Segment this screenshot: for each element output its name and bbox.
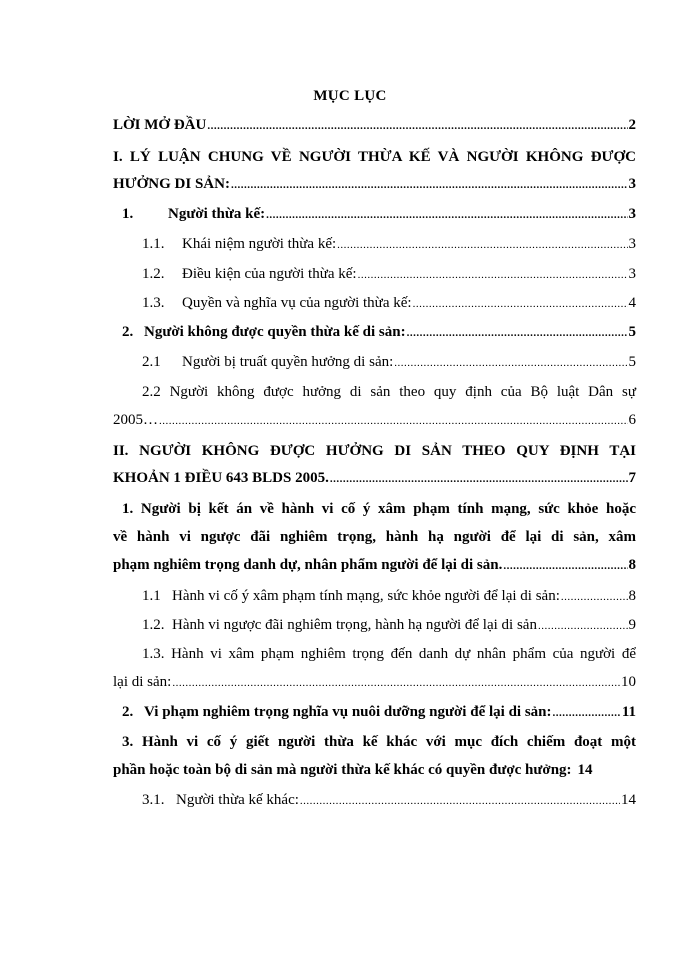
toc-entry-section-1-cont[interactable] xyxy=(113,176,636,196)
toc-entry-number: 1.1 xyxy=(142,588,161,604)
toc-entry-2[interactable] xyxy=(122,324,636,344)
toc-entry-text: II. NGƯỜI KHÔNG ĐƯỢC HƯỞNG DI SẢN THEO QUY ĐỊNH TẠI xyxy=(113,443,636,459)
dot-leader xyxy=(231,179,628,191)
toc-entry-text: 1.3. Hành vi xâm phạm nghiêm trọng đến danh dự nhân phẩm của người để xyxy=(142,646,636,662)
toc-entry-text: lại di sản: xyxy=(113,674,172,690)
toc-entry-text: phần hoặc toàn bộ di sản mà người thừa kế khác có quyền được hưởng: xyxy=(113,762,572,778)
toc-entry-ii-1-2[interactable] xyxy=(142,617,636,637)
toc-entry-2-1[interactable] xyxy=(142,354,636,374)
toc-entry-text: 2.2 Người không được hưởng di sản theo quy định của Bộ luật Dân sự xyxy=(142,384,636,400)
toc-entry-text: Hành vi cố ý xâm phạm tính mạng, sức khỏe người để lại di sản: xyxy=(172,588,560,604)
toc-page-number: 3 xyxy=(628,236,636,252)
toc-entry-ii-1-cont-2[interactable] xyxy=(113,557,636,577)
toc-page-number: 5 xyxy=(628,354,636,370)
toc-page-number: 2 xyxy=(628,117,636,133)
toc-entry-ii-1-3[interactable] xyxy=(142,646,636,663)
toc-entry-number: 1.3. xyxy=(142,295,165,311)
toc-entry-ii-1-1[interactable] xyxy=(142,588,636,608)
dot-leader xyxy=(407,327,628,339)
dot-leader xyxy=(337,239,627,251)
toc-entry-text: Điều kiện của người thừa kế: xyxy=(182,266,357,282)
toc-entry-text: LỜI MỞ ĐẦU xyxy=(113,117,207,133)
toc-entry-text: Người không được quyền thừa kế di sản: xyxy=(144,324,406,340)
toc-entry-text: Vi phạm nghiêm trọng nghĩa vụ nuôi dưỡng người để lại di sản: xyxy=(144,704,552,720)
toc-entry-ii-3-1[interactable] xyxy=(142,792,636,812)
dot-leader xyxy=(538,620,628,632)
toc-page-number: 11 xyxy=(621,704,636,720)
toc-page-number: 10 xyxy=(621,674,636,690)
toc-page-number: 8 xyxy=(628,557,636,573)
toc-entry-text: 1. Người bị kết án về hành vi cố ý xâm phạm tính mạng, sức khỏe hoặc xyxy=(122,501,636,517)
toc-page-number: 3 xyxy=(628,176,636,192)
toc-entry-number: 1.2. xyxy=(142,266,165,282)
dot-leader xyxy=(561,591,628,603)
toc-page-number: 3 xyxy=(628,206,636,222)
toc-page-number: 14 xyxy=(577,762,593,778)
toc-entry-ii-3[interactable] xyxy=(122,734,636,751)
toc-entry-ii-1-cont-1[interactable] xyxy=(113,529,636,546)
toc-entry-ii-3-cont[interactable] xyxy=(113,762,636,782)
toc-entry-number: 1.2. xyxy=(142,617,165,633)
toc-page-number: 9 xyxy=(628,617,636,633)
toc-entry-text: về hành vi ngược đãi nghiêm trọng, hành hạ người để lại di sản, xâm xyxy=(113,529,636,545)
toc-entry-1-2[interactable] xyxy=(142,266,636,286)
toc-entry-number: 2. xyxy=(122,324,134,340)
toc-page-number: 6 xyxy=(628,412,636,428)
dot-leader xyxy=(172,677,620,689)
toc-entry-text: 2005… xyxy=(113,412,158,428)
dot-leader xyxy=(413,298,628,310)
toc-page-number: 3 xyxy=(628,266,636,282)
dot-leader xyxy=(503,560,627,572)
toc-entry-number: 2.1 xyxy=(142,354,161,370)
dot-leader xyxy=(159,415,628,427)
toc-entry-text: HƯỞNG DI SẢN: xyxy=(113,176,230,192)
dot-leader xyxy=(553,707,621,719)
toc-page-number: 7 xyxy=(628,470,636,486)
toc-entry-text: Quyền và nghĩa vụ của người thừa kế: xyxy=(182,295,412,311)
toc-entry-section-2[interactable] xyxy=(113,443,636,460)
toc-entry-section-2-cont[interactable] xyxy=(113,470,636,490)
dot-leader xyxy=(394,357,627,369)
toc-entry-number: 3.1. xyxy=(142,792,165,808)
toc-page-number: 5 xyxy=(628,324,636,340)
toc-entry-section-1[interactable] xyxy=(113,149,636,166)
dot-leader xyxy=(266,209,627,221)
toc-entry-text: Người thừa kế khác: xyxy=(176,792,299,808)
toc-entry-number: 1.1. xyxy=(142,236,165,252)
toc-entry-number: 2. xyxy=(122,704,134,720)
toc-entry-ii-1[interactable] xyxy=(122,501,636,518)
toc-entry-text: Hành vi ngược đãi nghiêm trọng, hành hạ người để lại di sản xyxy=(172,617,537,633)
toc-entry-2-2-cont[interactable] xyxy=(113,412,636,432)
dot-leader xyxy=(358,269,628,281)
toc-entry-1-1[interactable] xyxy=(142,236,636,256)
toc-entry-number: 1. xyxy=(122,206,134,222)
toc-entry-2-2[interactable] xyxy=(142,384,636,401)
toc-entry-intro[interactable] xyxy=(113,117,636,137)
toc-entry-1-3[interactable] xyxy=(142,295,636,315)
toc-entry-text: I. LÝ LUẬN CHUNG VỀ NGƯỜI THỪA KẾ VÀ NGƯỜI KHÔNG ĐƯỢC xyxy=(113,149,636,165)
toc-entry-text: Người bị truất quyền hưởng di sản: xyxy=(182,354,394,370)
toc-entry-ii-2[interactable] xyxy=(122,704,636,724)
toc-entry-text: 3. Hành vi cố ý giết người thừa kế khác với mục đích chiếm đoạt một xyxy=(122,734,636,750)
toc-entry-text: Người thừa kế: xyxy=(168,206,266,222)
toc-page-number: 4 xyxy=(628,295,636,311)
toc-entry-text: phạm nghiêm trọng danh dự, nhân phẩm người để lại di sản. xyxy=(113,557,503,573)
dot-leader xyxy=(300,795,620,807)
dot-leader xyxy=(207,120,627,132)
toc-entry-1[interactable] xyxy=(122,206,636,226)
toc-entry-ii-1-3-cont[interactable] xyxy=(113,674,636,694)
toc-entry-text: KHOẢN 1 ĐIỀU 643 BLDS 2005. xyxy=(113,470,329,486)
toc-page-number: 14 xyxy=(621,792,636,808)
page-title: MỤC LỤC xyxy=(313,88,387,104)
toc-entry-text: Khái niệm người thừa kế: xyxy=(182,236,337,252)
dot-leader xyxy=(330,473,628,485)
toc-page-number: 8 xyxy=(628,588,636,604)
